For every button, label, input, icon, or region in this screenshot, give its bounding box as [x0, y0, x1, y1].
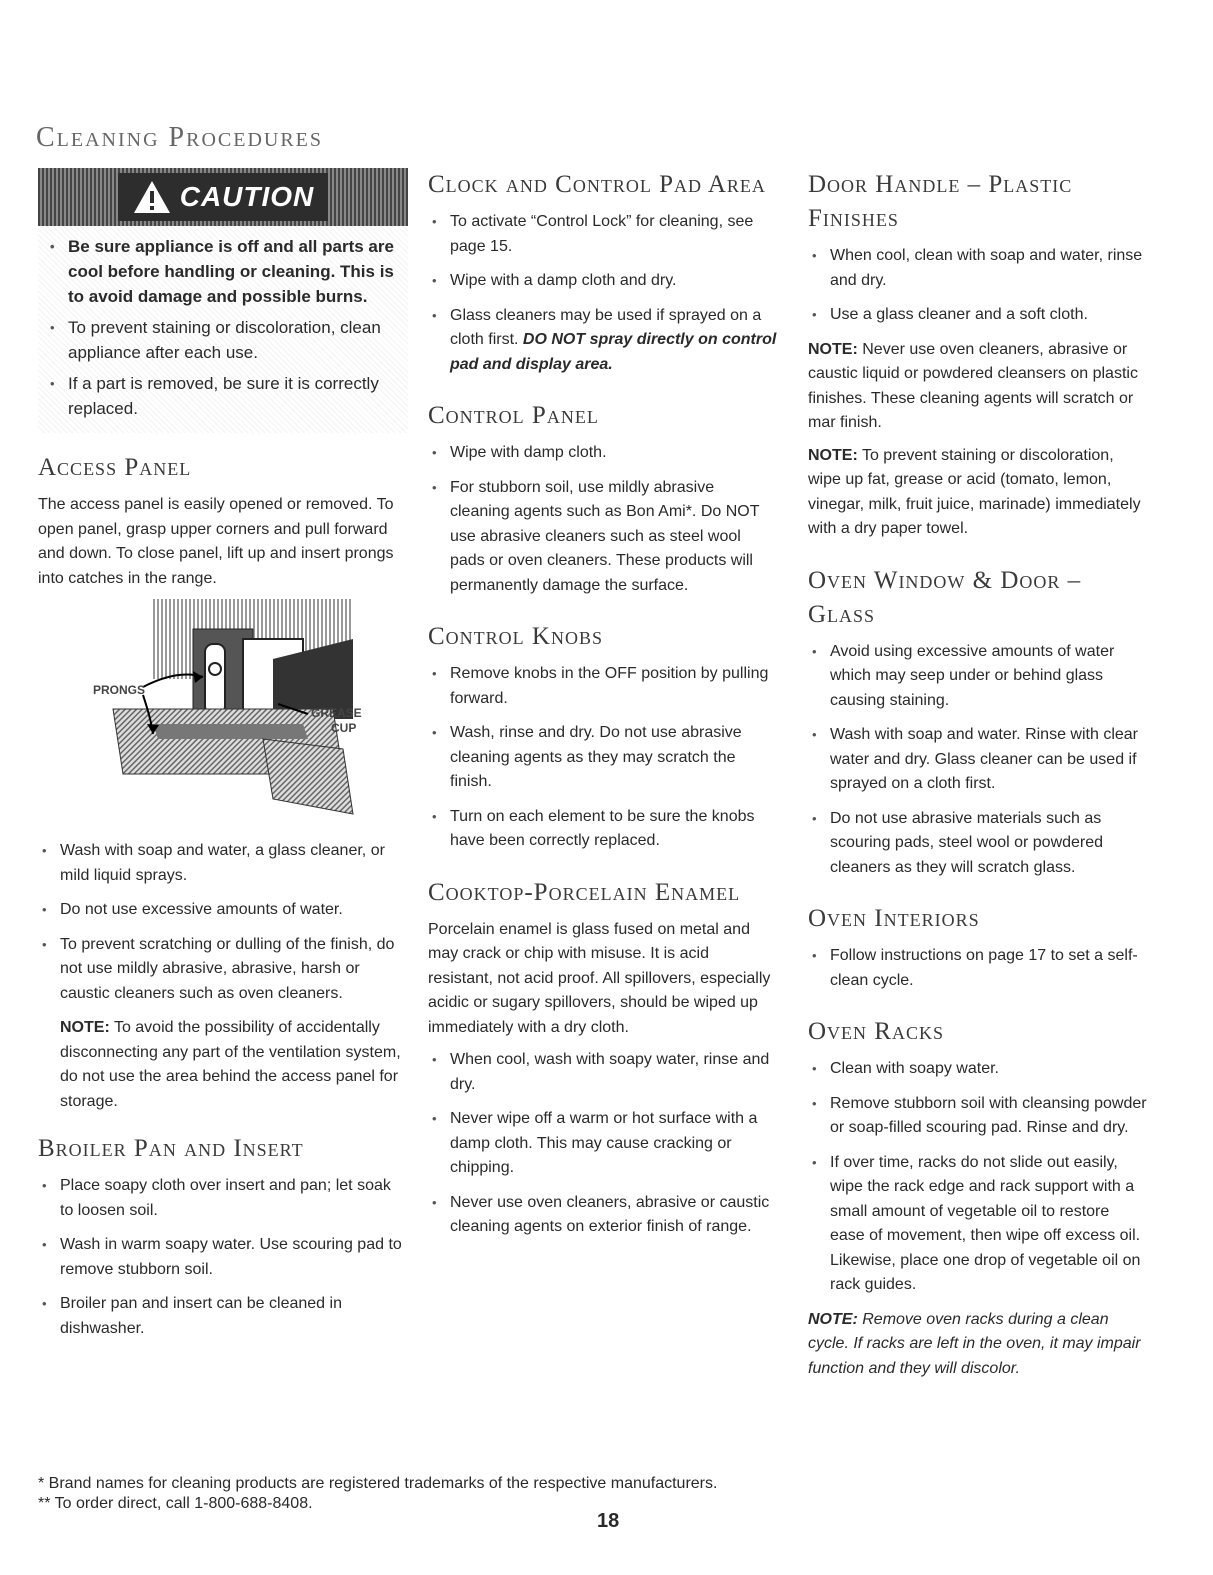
- access-panel-heading: Access Panel: [38, 454, 192, 481]
- list-item: • Wash with soap and water. Rinse with clear water and dry. Glass cleaner can be used if sprayed on a cloth first.: [808, 723, 1148, 797]
- door-handle-note-1: [808, 338, 1148, 436]
- list-item: • If over time, racks do not slide out easily, wipe the rack edge and rack support with a small amount of vegetable oil to restore ease of movement, then wipe off excess oil. Likewise, place one drop of vegetable oil on rack guides.: [808, 1151, 1148, 1298]
- prongs-label: PRONGS: [93, 683, 146, 697]
- list-item: • Turn on each element to be sure the knobs have been correctly replaced.: [428, 805, 778, 854]
- broiler-heading: Broiler Pan and Insert: [38, 1135, 304, 1162]
- access-panel-illustration: [93, 599, 363, 829]
- access-panel-note: [38, 1016, 408, 1114]
- cooktop-heading: Cooktop-Porcelain Enamel: [428, 878, 741, 906]
- list-item: • Wipe with a damp cloth and dry.: [428, 269, 778, 294]
- list-item: • Wash with soap and water, a glass cleaner, or mild liquid sprays.: [38, 839, 408, 888]
- oven-racks-note: [808, 1308, 1148, 1382]
- list-item: • To activate “Control Lock” for cleaning, see page 15.: [428, 210, 778, 259]
- list-item: • Never wipe off a warm or hot surface with a damp cloth. This may cause cracking or chipping.: [428, 1107, 778, 1181]
- clock-control-heading: Clock and Control Pad Area: [428, 171, 766, 198]
- grease-label: GREASE: [311, 706, 362, 720]
- list-item: • For stubborn soil, use mildly abrasive cleaning agents such as Bon Ami*. Do NOT use abrasive cleaners such as steel wool pads or oven cleaners. These products will permanently damage the surface.: [428, 476, 778, 599]
- note-text: To prevent staining or discoloration, wipe up fat, grease or acid (tomato, lemon, vinegar, milk, fruit juice, marinade) immediately with a dry paper towel.: [808, 446, 1141, 537]
- door-handle-note-2: [808, 444, 1148, 542]
- column-left: [38, 168, 408, 1351]
- note-text: Never use oven cleaners, abrasive or caustic liquid or powdered cleansers on plastic finishes. These cleaning agents will scratch or mar finish.: [808, 340, 1138, 431]
- caution-item: • To prevent staining or discoloration, clean appliance after each use.: [46, 315, 400, 365]
- note-label: NOTE:: [808, 340, 858, 358]
- note-label: NOTE:: [808, 446, 858, 464]
- list-item: • Wipe with damp cloth.: [428, 441, 778, 466]
- caution-label: CAUTION: [179, 181, 315, 212]
- list-item: • Avoid using excessive amounts of water which may seep under or behind glass causing staining.: [808, 640, 1148, 714]
- control-panel-heading: Control Panel: [428, 402, 599, 429]
- list-item: [428, 304, 778, 378]
- note-text: To avoid the possibility of accidentally disconnecting any part of the ventilation system, do not use the area behind the access panel for storage.: [60, 1019, 401, 1110]
- page-title: Cleaning Procedures: [36, 122, 324, 153]
- list-item: • Wash in warm soapy water. Use scouring pad to remove stubborn soil.: [38, 1233, 408, 1282]
- caution-item: • If a part is removed, be sure it is correctly replaced.: [46, 371, 400, 421]
- note-label: NOTE:: [60, 1019, 110, 1036]
- list-item: • When cool, wash with soapy water, rinse and dry.: [428, 1048, 778, 1097]
- list-item: • Use a glass cleaner and a soft cloth.: [808, 303, 1148, 328]
- caution-item: • Be sure appliance is off and all parts are cool before handling or cleaning. This is to avoid damage and possible burns.: [46, 234, 400, 309]
- list-item: • Remove knobs in the OFF position by pulling forward.: [428, 662, 778, 711]
- door-handle-heading: Door Handle – Plastic Finishes: [808, 171, 1073, 232]
- page-number: 18: [597, 1510, 620, 1532]
- footnotes: [38, 1474, 717, 1514]
- column-middle: [428, 168, 778, 1250]
- caution-box: [38, 168, 408, 433]
- oven-racks-heading: Oven Racks: [808, 1018, 944, 1045]
- list-item: • Clean with soapy water.: [808, 1057, 1148, 1082]
- cooktop-text: Porcelain enamel is glass fused on metal and may crack or chip with misuse. It is acid resistant, not acid proof. All spillovers, especially acidic or sugary spillovers, should be wiped up immediately with a dry cloth.: [428, 920, 771, 1036]
- footnote: * Brand names for cleaning products are registered trademarks of the respective manufacturers.: [38, 1475, 718, 1492]
- caution-body: [38, 226, 408, 433]
- list-item: • Place soapy cloth over insert and pan; let soak to loosen soil.: [38, 1174, 408, 1223]
- control-knobs-heading: Control Knobs: [428, 623, 603, 650]
- caution-banner: [38, 168, 408, 226]
- item-text: Glass cleaners may be used if sprayed on a cloth first.: [450, 306, 762, 348]
- warning-text: DO NOT spray directly on control pad and display area.: [450, 331, 777, 373]
- list-item: • When cool, clean with soap and water, rinse and dry.: [808, 244, 1148, 293]
- list-item: • To prevent scratching or dulling of the finish, do not use mildly abrasive, abrasive, harsh or caustic cleaners such as oven cleaners.: [38, 933, 408, 1007]
- range-access-panel-diagram: [93, 599, 363, 829]
- list-item: • Do not use abrasive materials such as scouring pads, steel wool or powdered cleaners as they will scratch glass.: [808, 807, 1148, 881]
- warning-triangle-icon: [132, 179, 172, 215]
- oven-interiors-heading: Oven Interiors: [808, 905, 980, 932]
- cup-label: CUP: [331, 721, 357, 735]
- column-right: [808, 168, 1148, 1389]
- footnote: ** To order direct, call 1-800-688-8408.: [38, 1495, 313, 1512]
- list-item: • Follow instructions on page 17 to set a self-clean cycle.: [808, 944, 1148, 993]
- list-item: • Do not use excessive amounts of water.: [38, 898, 408, 923]
- note-label: NOTE:: [808, 1310, 858, 1328]
- list-item: • Never use oven cleaners, abrasive or caustic cleaning agents on exterior finish of range.: [428, 1191, 778, 1240]
- list-item: • Broiler pan and insert can be cleaned in dishwasher.: [38, 1292, 408, 1341]
- list-item: • Remove stubborn soil with cleansing powder or soap-filled scouring pad. Rinse and dry.: [808, 1092, 1148, 1141]
- access-panel-text: The access panel is easily opened or removed. To open panel, grasp upper corners and pull forward and down. To close panel, lift up and insert prongs into catches in the range.: [38, 496, 394, 587]
- note-text: Remove oven racks during a clean cycle. If racks are left in the oven, it may impair function and they will discolor.: [808, 1310, 1141, 1377]
- oven-window-heading: Oven Window & Door – Glass: [808, 566, 1082, 628]
- list-item: • Wash, rinse and dry. Do not use abrasive cleaning agents as they may scratch the finish.: [428, 721, 778, 795]
